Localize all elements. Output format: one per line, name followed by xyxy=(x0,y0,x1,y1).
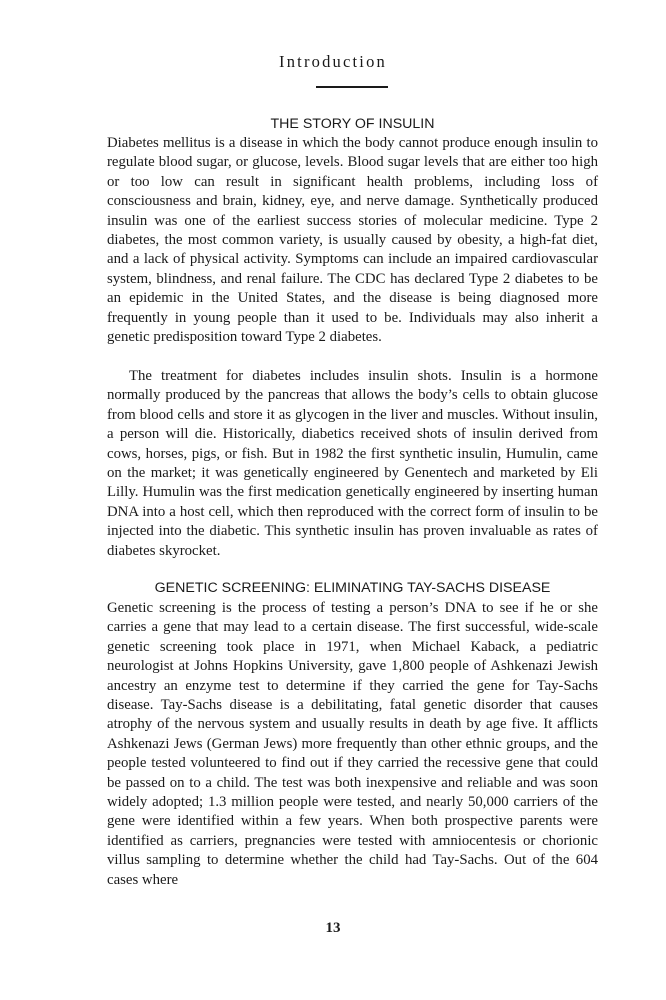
page-number: 13 xyxy=(325,920,341,936)
section-heading: THE STORY OF INSULIN xyxy=(270,116,435,132)
body-paragraph: Genetic screening is the process of testing a person’s DNA to see if he or she carries a gene that may lead to a certain disease. The first successful, wide-scale genetic screening took place in 1971, when Michael Kaback, a pediatric neurologist at Johns Hopkins University, gave 1,800 people of Ashkenazi Jewish ancestry an enzyme test to determine if they carried the gene for Tay-Sachs disease. Tay-Sachs disease is a debilitating, fatal genetic disorder that causes atrophy of the nervous system and usually results in death by age five. It afflicts Ashkenazi Jews (German Jews) more frequently than other ethnic groups, and the people tested volunteered to find out if they carried the recessive gene that could be passed on to a child. The test was both inexpensive and reliable and was soon widely adopted; 1.3 million people were tested, and nearly 50,000 carriers of the gene were identified within a few years. When both prospective parents were identified as carriers, pregnancies were tested with amniocentesis or chorionic villus sampling to determine whether the child had Tay-Sachs. Out of the 604 cases where xyxy=(107,600,598,888)
header-rule xyxy=(316,86,388,88)
running-head-title: Introduction xyxy=(279,52,387,71)
body-paragraph: Diabetes mellitus is a disease in which the body cannot produce enough insulin to regulate blood sugar, or glucose, levels. Blood sugar levels that are either too high or too low can result in significant health problems, including loss of consciousness and brain, kidney, eye, and nerve damage. Synthetically produced insulin was one of the earliest success stories of molecular medicine. Type 2 diabetes, the most common variety, is usually caused by obesity, a high-fat diet, and a lack of physical activity. Symptoms can include an impaired cardiovascular system, blindness, and renal failure. The CDC has declared Type 2 diabetes to be an epidemic in the United States, and the disease is being diagnosed more frequently in young people than it used to be. Individuals may also inherit a genetic predisposition toward Type 2 diabetes. xyxy=(107,135,598,346)
body-paragraph: The treatment for diabetes includes insulin shots. Insulin is a hormone normally produced by the pancreas that allows the body’s cells to obtain glucose from blood cells and store it as glycogen in the liver and muscles. Without insulin, a person will die. Historically, diabetics received shots of insulin derived from cows, horses, pigs, or fish. But in 1982 the first synthetic insulin, Humulin, came on the market; it was genetically engineered by Genentech and marketed by Eli Lilly. Humulin was the first medication genetically engineered by inserting human DNA into a host cell, which then reproduced with the correct form of insulin to be injected into the diabetic. This synthetic insulin has proven invaluable as rates of diabetes skyrocket. xyxy=(107,368,598,559)
section-heading: GENETIC SCREENING: ELIMINATING TAY-SACHS DISEASE xyxy=(154,580,551,596)
